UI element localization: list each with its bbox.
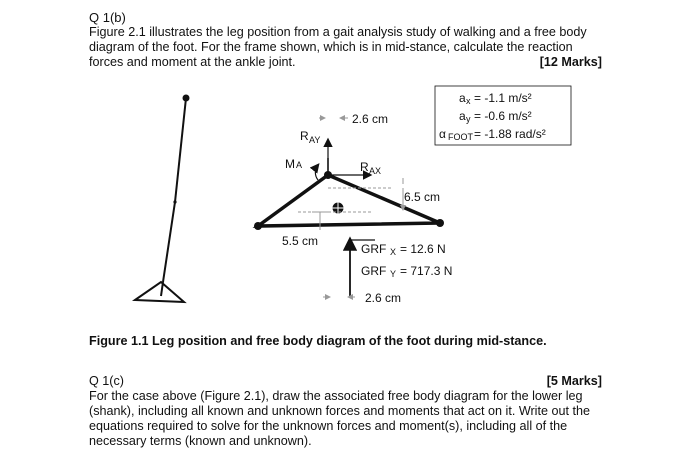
dim-left-label: 5.5 cm: [282, 234, 319, 248]
shank-segment: [163, 202, 175, 282]
accel-y-value: = -0.6 m/s²: [474, 109, 532, 123]
alpha-sub: FOOT: [448, 132, 473, 142]
foot-fbd: [254, 86, 571, 305]
accel-x-value: = -1.1 m/s²: [474, 91, 532, 105]
foot-triangle-small: [135, 282, 184, 302]
alpha-symbol: α: [439, 127, 446, 141]
accel-y-symbol: a: [459, 109, 466, 123]
alpha-value: = -1.88 rad/s²: [474, 127, 546, 141]
grfy-symbol: GRF: [361, 264, 387, 278]
dim-bottom-label: 2.6 cm: [365, 291, 402, 305]
question-b-heading: Q 1(b): [89, 10, 126, 25]
question-c-heading: Q 1(c): [89, 374, 124, 388]
question-b-text: Figure 2.1 illustrates the leg position from a gait analysis study of walking and a free body diagram of the foot. For the frame shown, which is in mid-stance, calculate the reaction forces and moment at the ankle joint.: [89, 25, 587, 69]
ma-label-sub: A: [296, 160, 303, 170]
dim-top-label: 2.6 cm: [352, 112, 389, 126]
rax-label-main: R: [360, 160, 369, 174]
question-c-marks: [5 Marks]: [546, 374, 602, 388]
grfy-sub: Y: [390, 269, 397, 279]
leg-stick-figure: [135, 95, 190, 303]
accel-y-sub: y: [466, 114, 471, 124]
rax-label-sub: AX: [369, 166, 382, 176]
grfx-sub: X: [390, 247, 397, 257]
grfx-symbol: GRF: [361, 242, 387, 256]
question-c-text: For the case above (Figure 2.1), draw the associated free body diagram for the lower leg (shank), including all known and unknown forces and moments that act on it. Write out the equations required to solve for the unknown forces and moment(s), including all of the necessary terms (known and unknown).: [89, 389, 590, 448]
question-b-marks: [12 Marks]: [539, 55, 602, 69]
grfy-value: = 717.3 N: [400, 264, 453, 278]
ray-label-main: R: [300, 129, 309, 143]
ray-label-sub: AY: [309, 135, 321, 145]
figure-caption: Figure 1.1 Leg position and free body diagram of the foot during mid-stance.: [89, 334, 547, 348]
accel-x-symbol: a: [459, 91, 466, 105]
accel-x-sub: x: [466, 96, 471, 106]
ma-arrow: [315, 165, 318, 180]
thigh-segment: [175, 98, 186, 202]
ma-label-main: M: [285, 157, 295, 171]
grfx-value: = 12.6 N: [400, 242, 446, 256]
dim-vertical-label: 6.5 cm: [404, 190, 441, 204]
